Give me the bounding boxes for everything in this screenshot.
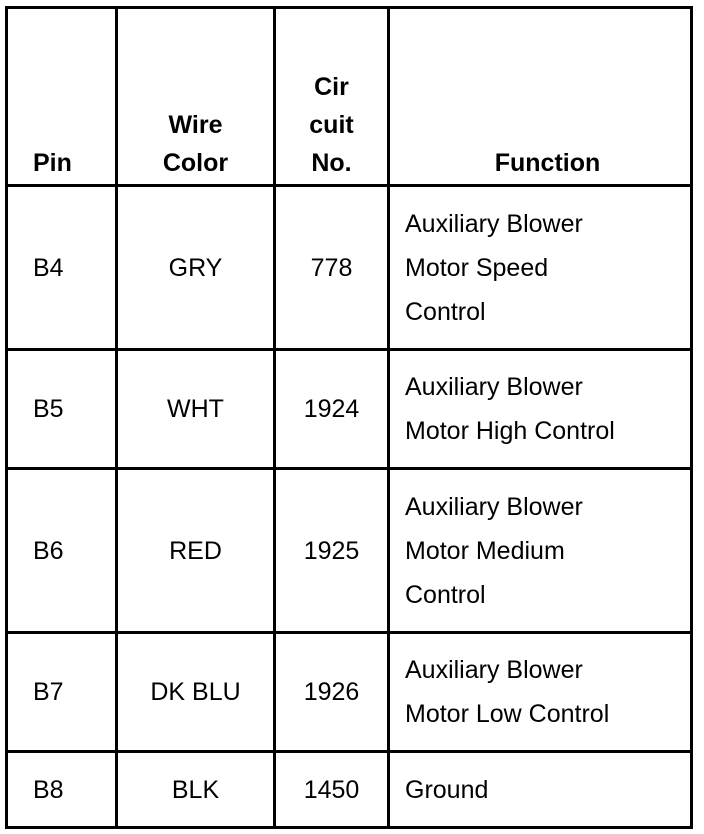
header-function xyxy=(389,8,692,186)
function-line: Auxiliary Blower xyxy=(405,373,583,401)
cell-wire-color: WHT xyxy=(117,350,275,469)
cell-circuit: 1924 xyxy=(275,350,389,469)
cell-pin: B7 xyxy=(7,633,117,752)
cell-wire-color: BLK xyxy=(117,752,275,828)
header-circuit-line-2: cuit xyxy=(309,111,354,139)
cell-circuit: 1925 xyxy=(275,469,389,633)
function-line: Motor High Control xyxy=(405,417,615,445)
header-circuit-no xyxy=(275,8,389,186)
table-row xyxy=(7,350,692,469)
table-header-row xyxy=(7,8,692,186)
cell-function xyxy=(389,186,692,350)
cell-circuit: 778 xyxy=(275,186,389,350)
header-pin-line: Pin xyxy=(33,149,72,177)
cell-circuit: 1450 xyxy=(275,752,389,828)
header-wire-color-line-2: Color xyxy=(162,149,229,177)
function-line: Auxiliary Blower xyxy=(405,209,583,238)
cell-pin: B4 xyxy=(7,186,117,350)
table-row xyxy=(7,752,692,828)
function-line: Control xyxy=(405,580,486,609)
header-circuit-line-3: No. xyxy=(311,149,352,177)
cell-circuit: 1926 xyxy=(275,633,389,752)
header-wire-color xyxy=(117,8,275,186)
cell-wire-color: DK BLU xyxy=(117,633,275,752)
function-line: Motor Low Control xyxy=(405,700,610,728)
function-line: Auxiliary Blower xyxy=(405,656,583,684)
connector-pinout-table xyxy=(5,6,693,829)
cell-function xyxy=(389,752,692,828)
function-line: Ground xyxy=(405,775,489,804)
cell-wire-color: GRY xyxy=(117,186,275,350)
header-wire-color-line-1: Wire xyxy=(168,111,223,139)
header-circuit-line-1: Cir xyxy=(314,73,349,101)
function-line: Motor Speed xyxy=(405,253,549,282)
cell-pin: B8 xyxy=(7,752,117,828)
table-row xyxy=(7,633,692,752)
function-line: Motor Medium xyxy=(405,536,565,565)
cell-function xyxy=(389,469,692,633)
function-line: Control xyxy=(405,297,486,326)
header-function-line: Function xyxy=(494,149,601,177)
header-pin xyxy=(7,8,117,186)
table-row xyxy=(7,186,692,350)
cell-pin: B6 xyxy=(7,469,117,633)
cell-function xyxy=(389,350,692,469)
cell-pin: B5 xyxy=(7,350,117,469)
function-line: Auxiliary Blower xyxy=(405,492,583,521)
cell-wire-color: RED xyxy=(117,469,275,633)
table-row xyxy=(7,469,692,633)
cell-function xyxy=(389,633,692,752)
